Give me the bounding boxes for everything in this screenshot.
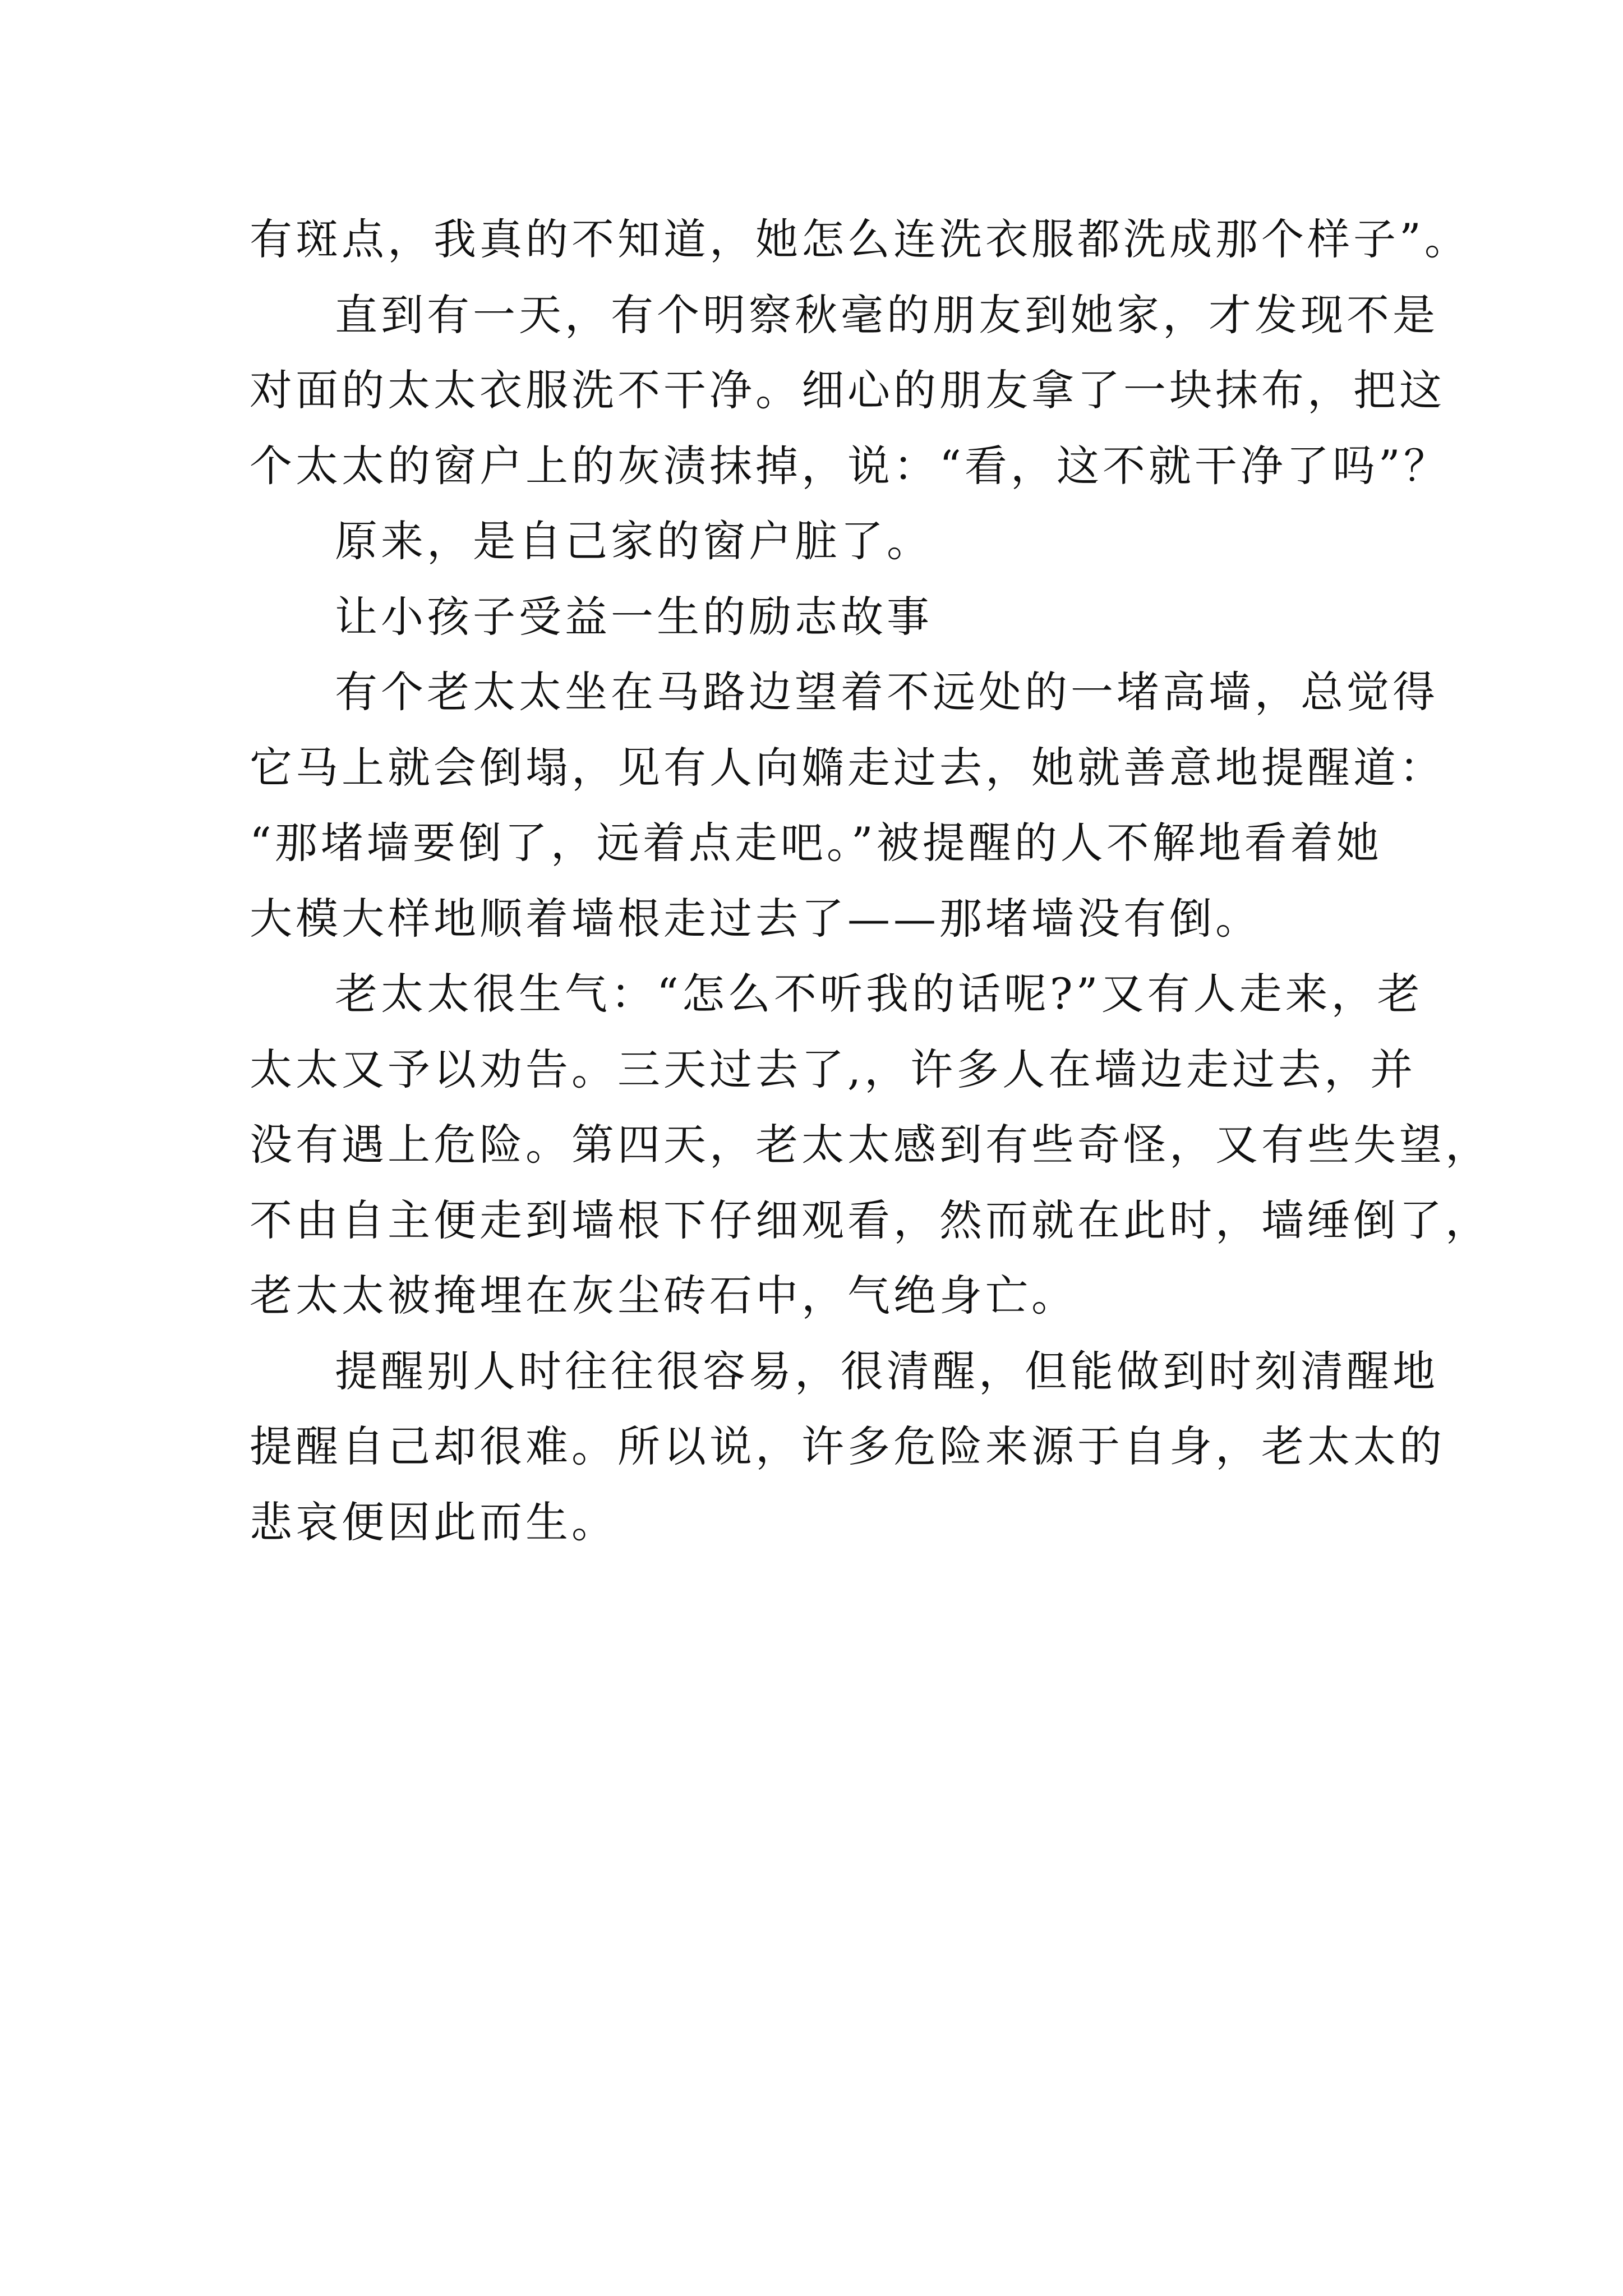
section-heading — [250, 579, 1388, 655]
heading-line: 让小孩子受益一生的励志故事 — [335, 591, 933, 642]
paragraph-5 — [250, 655, 1445, 956]
paragraph-3 — [250, 504, 1388, 579]
paragraph-7 — [250, 1334, 1445, 1561]
text-line: 有个老太太坐在马路边望着不远处的一堵高墙，总觉得 — [335, 667, 1438, 717]
text-line: 它马上就会倒塌，见有人向嫷走过去，她就善意地提醒道： — [250, 742, 1445, 793]
text-line: 提醒别人时往往很容易，很清醒，但能做到时刻清醒地 — [335, 1346, 1438, 1396]
text-line: 原来，是自己家的窗户脏了。 — [335, 516, 933, 566]
paragraph-2 — [250, 278, 1450, 504]
text-line: 直到有一天，有个明察秋毫的朋友到她家，才发现不是 — [335, 289, 1438, 340]
text-line: 有斑点，我真的不知道，她怎么连洗衣服都洗成那个样子”。 — [250, 214, 1470, 264]
text-line: 老太太被掩埋在灰尘砖石中，气绝身亡。 — [250, 1271, 1077, 1320]
text-line: 对面的太太衣服洗不干净。细心的朋友拿了一块抹布，把这 — [250, 365, 1445, 415]
document-body — [250, 202, 1491, 1560]
text-line: 提醒自己却很难。所以说，许多危险来源于自身，老太太的 — [250, 1421, 1445, 1471]
text-line: 老太太很生气：“怎么不听我的话呢?”又有人走来，老 — [335, 969, 1423, 1019]
text-line: 太太又予以劝告。三天过去了,，许多人在墙边走过去，并 — [250, 1044, 1417, 1094]
text-line: 个太太的窗户上的灰渍抹掉，说：“看，这不就干净了吗”？ — [250, 440, 1450, 491]
text-line: 没有遇上危险。第四天，老太太感到有些奇怪，又有些失望， — [250, 1120, 1491, 1170]
text-line: 大模大样地顺着墙根走过去了——那堵墙没有倒。 — [250, 893, 1261, 944]
text-line: 不由自主便走到墙根下仔细观看，然而就在此时，墙缍倒了， — [250, 1195, 1491, 1245]
text-line: “那堵墙要倒了，远着点走吧。”被提醒的人不解地看着她 — [250, 818, 1382, 868]
paragraph-1 — [250, 202, 1470, 278]
paragraph-6 — [250, 956, 1491, 1334]
text-line: 悲哀便因此而生。 — [250, 1497, 617, 1547]
